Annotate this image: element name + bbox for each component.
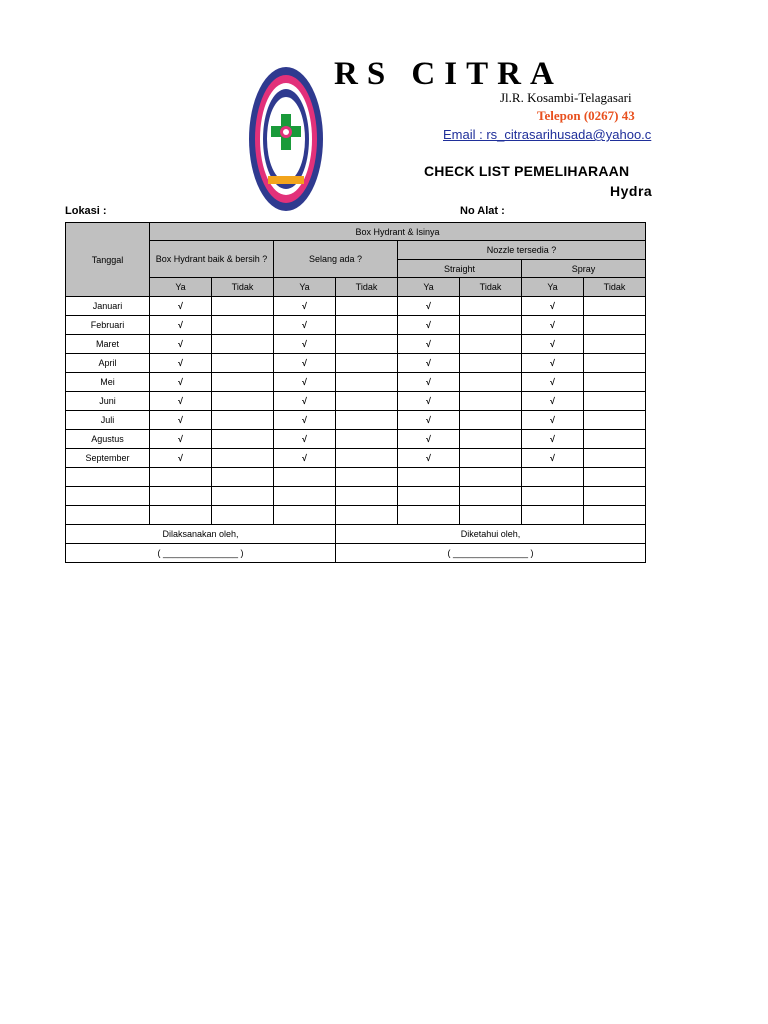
empty-cell[interactable] bbox=[336, 468, 398, 487]
table-row bbox=[66, 316, 646, 335]
empty-cell[interactable] bbox=[336, 411, 398, 430]
empty-cell[interactable] bbox=[66, 468, 150, 487]
nozzle-spray-header: Spray bbox=[522, 260, 646, 278]
empty-cell[interactable] bbox=[460, 449, 522, 468]
empty-cell[interactable] bbox=[584, 373, 646, 392]
hospital-address: Jl.R. Kosambi-Telagasari bbox=[500, 90, 632, 105]
table-row bbox=[66, 411, 646, 430]
empty-cell[interactable] bbox=[274, 506, 336, 525]
check-mark[interactable]: √ bbox=[150, 430, 212, 449]
empty-cell[interactable] bbox=[336, 392, 398, 411]
check-mark[interactable]: √ bbox=[150, 335, 212, 354]
check-mark[interactable]: √ bbox=[274, 373, 336, 392]
empty-cell[interactable] bbox=[584, 316, 646, 335]
month-cell: Maret bbox=[66, 335, 150, 354]
document-subtitle: Hydra bbox=[610, 183, 653, 199]
empty-cell[interactable] bbox=[584, 487, 646, 506]
check-mark[interactable]: √ bbox=[398, 354, 460, 373]
empty-cell[interactable] bbox=[212, 411, 274, 430]
hospital-name: RS CITRA bbox=[334, 56, 563, 92]
check-mark[interactable]: √ bbox=[150, 373, 212, 392]
check-mark[interactable]: √ bbox=[150, 316, 212, 335]
empty-cell[interactable] bbox=[584, 354, 646, 373]
empty-cell[interactable] bbox=[212, 373, 274, 392]
check-mark[interactable]: √ bbox=[150, 297, 212, 316]
q-selang-header: Selang ada ? bbox=[274, 241, 398, 278]
month-cell: Januari bbox=[66, 297, 150, 316]
lokasi-label: Lokasi : bbox=[65, 205, 107, 217]
empty-cell[interactable] bbox=[212, 316, 274, 335]
table-row-empty bbox=[66, 506, 646, 525]
empty-cell[interactable] bbox=[274, 468, 336, 487]
table-row bbox=[66, 449, 646, 468]
empty-cell[interactable] bbox=[584, 468, 646, 487]
empty-cell[interactable] bbox=[584, 335, 646, 354]
empty-cell[interactable] bbox=[150, 506, 212, 525]
empty-cell[interactable] bbox=[460, 373, 522, 392]
check-mark[interactable]: √ bbox=[398, 297, 460, 316]
no-alat-label: No Alat : bbox=[460, 205, 505, 217]
empty-cell[interactable] bbox=[460, 316, 522, 335]
empty-cell[interactable] bbox=[460, 468, 522, 487]
empty-cell[interactable] bbox=[584, 392, 646, 411]
empty-cell[interactable] bbox=[584, 449, 646, 468]
check-mark[interactable]: √ bbox=[150, 411, 212, 430]
check-mark[interactable]: √ bbox=[274, 449, 336, 468]
table-row bbox=[66, 354, 646, 373]
month-cell: September bbox=[66, 449, 150, 468]
check-mark[interactable]: √ bbox=[398, 430, 460, 449]
month-cell: Juli bbox=[66, 411, 150, 430]
empty-cell[interactable] bbox=[212, 430, 274, 449]
check-mark[interactable]: √ bbox=[522, 354, 584, 373]
check-mark[interactable]: √ bbox=[274, 411, 336, 430]
empty-cell[interactable] bbox=[336, 487, 398, 506]
empty-cell[interactable] bbox=[460, 506, 522, 525]
check-mark[interactable]: √ bbox=[274, 354, 336, 373]
check-mark[interactable]: √ bbox=[398, 449, 460, 468]
empty-cell[interactable] bbox=[460, 430, 522, 449]
empty-cell[interactable] bbox=[584, 297, 646, 316]
empty-cell[interactable] bbox=[460, 392, 522, 411]
month-cell: Mei bbox=[66, 373, 150, 392]
month-cell: Agustus bbox=[66, 430, 150, 449]
ya-header: Ya bbox=[150, 278, 212, 297]
empty-cell[interactable] bbox=[398, 506, 460, 525]
hospital-phone: Telepon (0267) 43 bbox=[537, 108, 635, 123]
empty-cell[interactable] bbox=[274, 487, 336, 506]
tidak-header: Tidak bbox=[460, 278, 522, 297]
hospital-email-link[interactable]: Email : rs_citrasarihusada@yahoo.c bbox=[443, 127, 652, 142]
check-mark[interactable]: √ bbox=[522, 297, 584, 316]
document-title: CHECK LIST PEMELIHARAAN bbox=[424, 163, 630, 179]
table-row bbox=[66, 373, 646, 392]
check-mark[interactable]: √ bbox=[274, 297, 336, 316]
check-mark[interactable]: √ bbox=[522, 449, 584, 468]
empty-cell[interactable] bbox=[460, 335, 522, 354]
empty-cell[interactable] bbox=[212, 392, 274, 411]
empty-cell[interactable] bbox=[212, 297, 274, 316]
check-mark[interactable]: √ bbox=[150, 354, 212, 373]
acknowledged-by-label: Diketahui oleh, bbox=[336, 525, 646, 544]
table-row-empty bbox=[66, 468, 646, 487]
empty-cell[interactable] bbox=[398, 468, 460, 487]
empty-cell[interactable] bbox=[584, 411, 646, 430]
empty-cell[interactable] bbox=[522, 506, 584, 525]
check-mark[interactable]: √ bbox=[398, 373, 460, 392]
empty-cell[interactable] bbox=[336, 430, 398, 449]
empty-cell[interactable] bbox=[460, 354, 522, 373]
empty-cell[interactable] bbox=[212, 506, 274, 525]
check-mark[interactable]: √ bbox=[522, 411, 584, 430]
empty-cell[interactable] bbox=[336, 335, 398, 354]
q-box-hydrant-header: Box Hydrant baik & bersih ? bbox=[150, 241, 274, 278]
tidak-header: Tidak bbox=[584, 278, 646, 297]
table-row bbox=[66, 392, 646, 411]
empty-cell[interactable] bbox=[522, 468, 584, 487]
empty-cell[interactable] bbox=[212, 487, 274, 506]
table-row bbox=[66, 430, 646, 449]
empty-cell[interactable] bbox=[212, 354, 274, 373]
empty-cell[interactable] bbox=[150, 468, 212, 487]
check-mark[interactable]: √ bbox=[274, 430, 336, 449]
executed-by-label: Dilaksanakan oleh, bbox=[66, 525, 336, 544]
empty-cell[interactable] bbox=[584, 506, 646, 525]
month-cell: April bbox=[66, 354, 150, 373]
check-mark[interactable]: √ bbox=[522, 373, 584, 392]
empty-cell[interactable] bbox=[460, 487, 522, 506]
hospital-logo bbox=[248, 66, 324, 212]
check-mark[interactable]: √ bbox=[522, 430, 584, 449]
ya-header: Ya bbox=[522, 278, 584, 297]
check-mark[interactable]: √ bbox=[398, 392, 460, 411]
table-row-empty bbox=[66, 487, 646, 506]
check-mark[interactable]: √ bbox=[274, 316, 336, 335]
group-header: Box Hydrant & Isinya bbox=[150, 223, 646, 241]
empty-cell[interactable] bbox=[460, 411, 522, 430]
table-row bbox=[66, 335, 646, 354]
empty-cell[interactable] bbox=[336, 506, 398, 525]
check-mark[interactable]: √ bbox=[398, 335, 460, 354]
checklist-table bbox=[65, 222, 646, 563]
check-mark[interactable]: √ bbox=[398, 316, 460, 335]
empty-cell[interactable] bbox=[336, 297, 398, 316]
empty-cell[interactable] bbox=[460, 297, 522, 316]
empty-cell[interactable] bbox=[66, 487, 150, 506]
executed-by-signature[interactable]: ( _______________ ) bbox=[66, 544, 336, 563]
q-nozzle-header: Nozzle tersedia ? bbox=[398, 241, 646, 260]
nozzle-straight-header: Straight bbox=[398, 260, 522, 278]
check-mark[interactable]: √ bbox=[522, 392, 584, 411]
check-mark[interactable]: √ bbox=[522, 335, 584, 354]
empty-cell[interactable] bbox=[212, 335, 274, 354]
empty-cell[interactable] bbox=[336, 354, 398, 373]
empty-cell[interactable] bbox=[584, 430, 646, 449]
month-cell: Februari bbox=[66, 316, 150, 335]
acknowledged-by-signature[interactable]: ( _______________ ) bbox=[336, 544, 646, 563]
empty-cell[interactable] bbox=[522, 487, 584, 506]
check-mark[interactable]: √ bbox=[398, 411, 460, 430]
check-mark[interactable]: √ bbox=[522, 316, 584, 335]
check-mark[interactable]: √ bbox=[274, 392, 336, 411]
check-mark[interactable]: √ bbox=[150, 392, 212, 411]
month-cell: Juni bbox=[66, 392, 150, 411]
ya-header: Ya bbox=[398, 278, 460, 297]
tidak-header: Tidak bbox=[336, 278, 398, 297]
empty-cell[interactable] bbox=[212, 449, 274, 468]
tidak-header: Tidak bbox=[212, 278, 274, 297]
check-mark[interactable]: √ bbox=[150, 449, 212, 468]
ya-header: Ya bbox=[274, 278, 336, 297]
empty-cell[interactable] bbox=[212, 468, 274, 487]
empty-cell[interactable] bbox=[398, 487, 460, 506]
check-mark[interactable]: √ bbox=[274, 335, 336, 354]
table-row bbox=[66, 297, 646, 316]
empty-cell[interactable] bbox=[66, 506, 150, 525]
empty-cell[interactable] bbox=[336, 373, 398, 392]
tanggal-header: Tanggal bbox=[66, 223, 150, 297]
empty-cell[interactable] bbox=[336, 449, 398, 468]
empty-cell[interactable] bbox=[150, 487, 212, 506]
empty-cell[interactable] bbox=[336, 316, 398, 335]
